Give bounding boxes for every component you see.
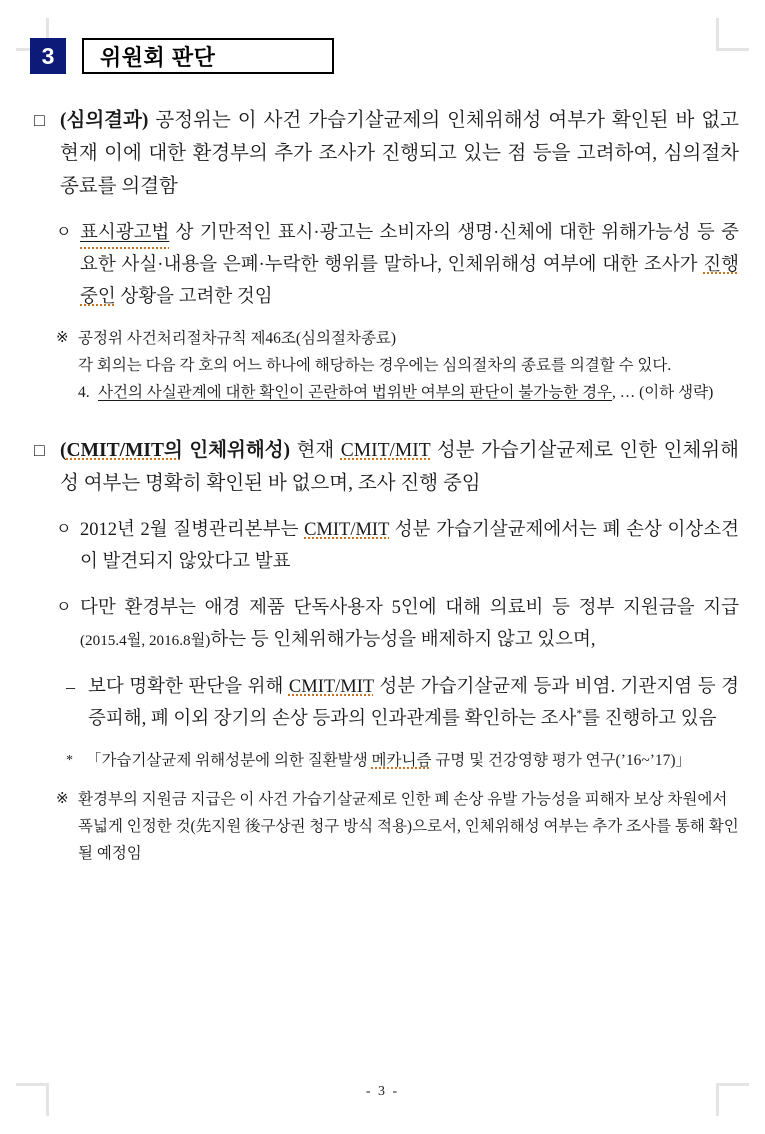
asterisk-icon: * (66, 753, 73, 768)
judgment-result-body: 공정위는 이 사건 가습기살균제의 인체위해성 여부가 확인된 바 없고 현재 이에 대한 환경부의 추가 조사가 진행되고 있는 점 등을 고려하여, 심의절차종료를 의결함 (60, 110, 739, 197)
further-study-body-1: 보다 명확한 판단을 위해 (88, 677, 289, 697)
moe-support-body-2: 하는 등 인체위해가능성을 배제하지 않고 있으며, (210, 630, 596, 650)
circle-bullet-icon: ㅇ (56, 599, 72, 616)
paragraph-judgment-result (30, 104, 739, 203)
moe-support-body-1: 다만 환경부는 애경 제품 단독사용자 5인에 대해 의료비 등 정부 지원금을 지급 (80, 598, 739, 618)
kcdc-2012-term: CMIT/MIT (304, 520, 390, 540)
paragraph-cmit-mit-toxicity (30, 434, 739, 500)
further-study-body-3: 를 진행하고 있음 (582, 709, 717, 729)
reference-mark-icon: ※ (56, 330, 69, 346)
rule-item-4 (78, 379, 739, 406)
page-content (30, 38, 739, 867)
note-procedure-rule (30, 325, 739, 406)
kcdc-2012-body-1: 2012년 2월 질병관리본부는 (80, 520, 305, 540)
page-title: 위원회 판단 (100, 44, 216, 70)
section-header (30, 38, 739, 74)
rule-item-underlined: 사건의 사실관계에 대한 확인이 곤란하여 법위반 여부의 판단이 불가능한 경우 (98, 384, 613, 401)
circle-bullet-icon: ㅇ (56, 224, 72, 241)
footnote-study-body-1: 「가습기살균제 위해성분에 의한 질환발생 (86, 752, 372, 769)
paragraph-kcdc-2012 (30, 514, 739, 578)
circle-bullet-icon: ㅇ (56, 521, 72, 538)
cmit-mit-lead-open: ( (60, 440, 67, 461)
note-moe-support-text: 환경부의 지원금 지급은 이 사건 가습기살균제로 인한 폐 손상 유발 가능성을 피해자 보상 차원에서 폭넓게 인정한 것(先지원 後구상권 청구 방식 적용)으로서, 인체위해성 여부는 추가 조사를 통해 확인될 예정임 (78, 791, 739, 862)
rule-item-text (98, 379, 739, 406)
rule-item-number: 4. (78, 384, 90, 401)
footnote-study-title (30, 747, 739, 774)
cmit-mit-body-2: 성분 가습기살균제로 인한 인체위해성 여부는 명확히 확인된 바 없으며, 조사 진행 중임 (60, 440, 739, 494)
paragraph-labeling-law (30, 217, 739, 313)
section-number-badge: 3 (30, 38, 66, 74)
rule-item-tail: , … (이하 생략) (612, 384, 714, 401)
square-bullet-icon: □ (34, 440, 45, 460)
further-study-text (88, 671, 739, 735)
judgment-result-text (60, 104, 739, 203)
footnote-study-term: 메카니즘 (371, 752, 432, 769)
kcdc-2012-text (80, 514, 739, 578)
square-bullet-icon: □ (34, 110, 45, 130)
labeling-law-text (80, 217, 739, 313)
note-procedure-rule-body (78, 325, 739, 406)
paragraph-further-study (30, 671, 739, 735)
cmit-mit-term: CMIT/MIT (340, 440, 431, 461)
further-study-body-2: 성분 가습기살균제 등과 비염. 기관지염 등 경증피해, 폐 이외 장기의 손상 등과의 인과관계를 확인하는 조사 (88, 677, 739, 729)
moe-support-text (80, 592, 739, 657)
rule-text: 각 회의는 다음 각 호의 어느 하나에 해당하는 경우에는 심의절차의 종료를 의결할 수 있다. (78, 357, 672, 374)
cmit-mit-body-1: 현재 (290, 440, 341, 461)
labeling-law-spellcheck-term: 진행중인 (80, 255, 739, 307)
kcdc-2012-body-2: 성분 가습기살균제에서는 폐 손상 이상소견이 발견되지 않았다고 발표 (80, 520, 739, 572)
cmit-mit-text (60, 434, 739, 500)
labeling-law-body-1: 상 기만적인 표시·광고는 소비자의 생명·신체에 대한 위해가능성 등 중요한 사실·내용을 은폐·누락한 행위를 말하나, 인체위해성 여부에 대한 조사가 (80, 223, 739, 275)
footnote-marker-asterisk: * (576, 707, 583, 720)
page-number: - 3 - (365, 1084, 400, 1099)
note-moe-support-meaning (30, 786, 739, 867)
dash-bullet-icon: – (66, 677, 75, 697)
paragraph-moe-support (30, 592, 739, 657)
cmit-mit-lead-rest: 인체위해성) (182, 440, 291, 461)
rule-title: 공정위 사건처리절차규칙 제46조(심의절차종료) (78, 330, 397, 347)
reference-mark-icon: ※ (56, 791, 69, 807)
moe-support-dates: (2015.4월, 2016.8월) (80, 632, 211, 649)
judgment-result-lead: (심의결과) (60, 110, 149, 131)
cmit-mit-lead-term: CMIT/MIT의 (66, 440, 183, 461)
section-title-box (82, 38, 334, 74)
labeling-law-term: 표시광고법 (80, 223, 170, 243)
further-study-term: CMIT/MIT (288, 677, 374, 697)
labeling-law-body-2: 상황을 고려한 것임 (115, 287, 273, 307)
footnote-study-text (86, 747, 739, 774)
footnote-study-body-2: 규명 및 건강영향 평가 연구(’16~’17)」 (431, 752, 692, 769)
